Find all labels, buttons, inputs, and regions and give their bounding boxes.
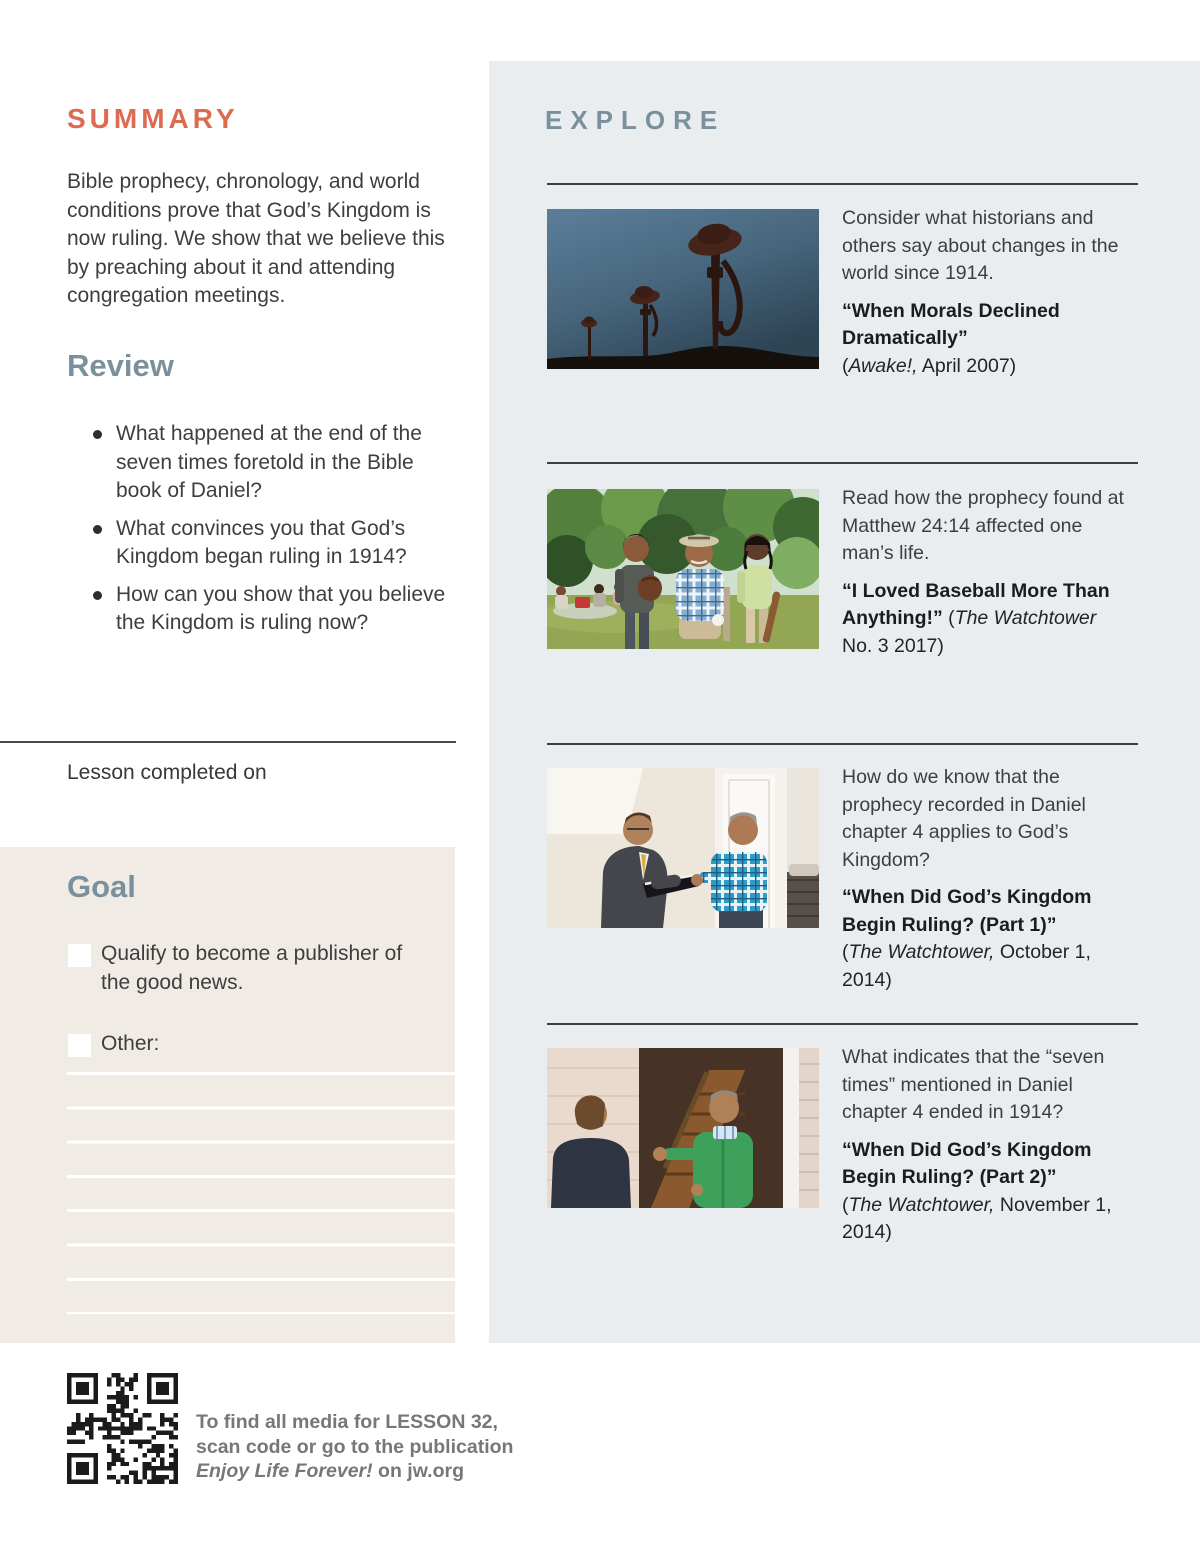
explore-panel <box>489 61 1200 1343</box>
review-question <box>67 515 462 572</box>
goal-write-lines[interactable] <box>67 1072 455 1314</box>
explore-description: What indicates that the “seven times” mentioned in Daniel chapter 4 ended in 1914? <box>842 1046 1105 1123</box>
review-question-text: What convinces you that God’s Kingdom began ruling in 1914? <box>116 516 407 568</box>
review-title: Review <box>67 348 174 383</box>
explore-thumbnail <box>547 489 819 649</box>
goal-box <box>0 847 455 1343</box>
explore-thumbnail <box>547 768 819 928</box>
review-question <box>67 420 462 506</box>
explore-divider <box>547 462 1138 464</box>
review-question-text: What happened at the end of the seven times foretold in the Bible book of Daniel? <box>116 422 422 502</box>
explore-thumbnail <box>547 1048 819 1208</box>
goal-option-label: Other: <box>101 1032 160 1055</box>
explore-title: EXPLORE <box>545 105 726 135</box>
doorstep-greeting-image <box>547 1048 819 1208</box>
summary-title: SUMMARY <box>67 103 239 134</box>
explore-thumbnail <box>547 209 819 369</box>
bullet-icon <box>93 591 102 600</box>
goal-option-label: Qualify to become a publisher of the good news. <box>101 942 403 994</box>
explore-description: Consider what historians and others say about changes in the world since 1914. <box>842 207 1119 284</box>
footer-line-3: Enjoy Life Forever! on jw.org <box>196 1460 464 1482</box>
explore-divider <box>547 743 1138 745</box>
goal-checkbox-other[interactable] <box>68 1034 91 1057</box>
explore-description: How do we know that the prophecy recorded in Daniel chapter 4 applies to God’s Kingdom? <box>842 766 1086 871</box>
lesson-divider <box>0 741 456 743</box>
explore-citation: (The Watchtower, November 1, 2014) <box>842 1193 1112 1243</box>
explore-article-title: “I Loved Baseball More Than Anything!” (The Watchtower No. 3 2017) <box>842 579 1110 657</box>
explore-divider <box>547 1023 1138 1025</box>
bullet-icon <box>93 525 102 534</box>
goal-option-other <box>68 1030 428 1059</box>
grandfather-baseball-image <box>547 489 819 649</box>
goal-option-qualify <box>68 940 428 997</box>
explore-article-title: “When Did God’s Kingdom Begin Ruling? (Part 2)” <box>842 1138 1092 1188</box>
footer-line-1: To find all media for LESSON 32, <box>196 1411 498 1433</box>
review-question <box>67 581 462 638</box>
explore-article-title: “When Morals Declined Dramatically” <box>842 299 1060 349</box>
qr-code <box>67 1373 178 1484</box>
footer-note <box>196 1410 513 1484</box>
explore-description: Read how the prophecy found at Matthew 24:14 affected one man’s life. <box>842 487 1124 564</box>
ministry-conversation-image <box>547 768 819 928</box>
footer-line-2: scan code or go to the publication <box>196 1435 514 1458</box>
goal-checkbox-qualify[interactable] <box>68 944 91 967</box>
summary-body: Bible prophecy, chronology, and world conditions prove that God’s Kingdom is now ruling. We show that we believe this by preaching about it and attending congregation meetings. <box>67 170 445 307</box>
lesson-completed-label: Lesson completed on <box>67 761 267 784</box>
review-question-text: How can you show that you believe the Kingdom is ruling now? <box>116 582 446 634</box>
explore-article-title: “When Did God’s Kingdom Begin Ruling? (Part 1)” <box>842 886 1092 936</box>
explore-divider <box>547 183 1138 185</box>
review-question-list <box>67 420 462 647</box>
explore-citation: (Awake!, April 2007) <box>842 354 1017 377</box>
goal-title: Goal <box>67 869 136 904</box>
explore-citation: (The Watchtower, October 1, 2014) <box>842 941 1091 991</box>
bullet-icon <box>93 430 102 439</box>
battlefield-memorial-image <box>547 209 819 369</box>
